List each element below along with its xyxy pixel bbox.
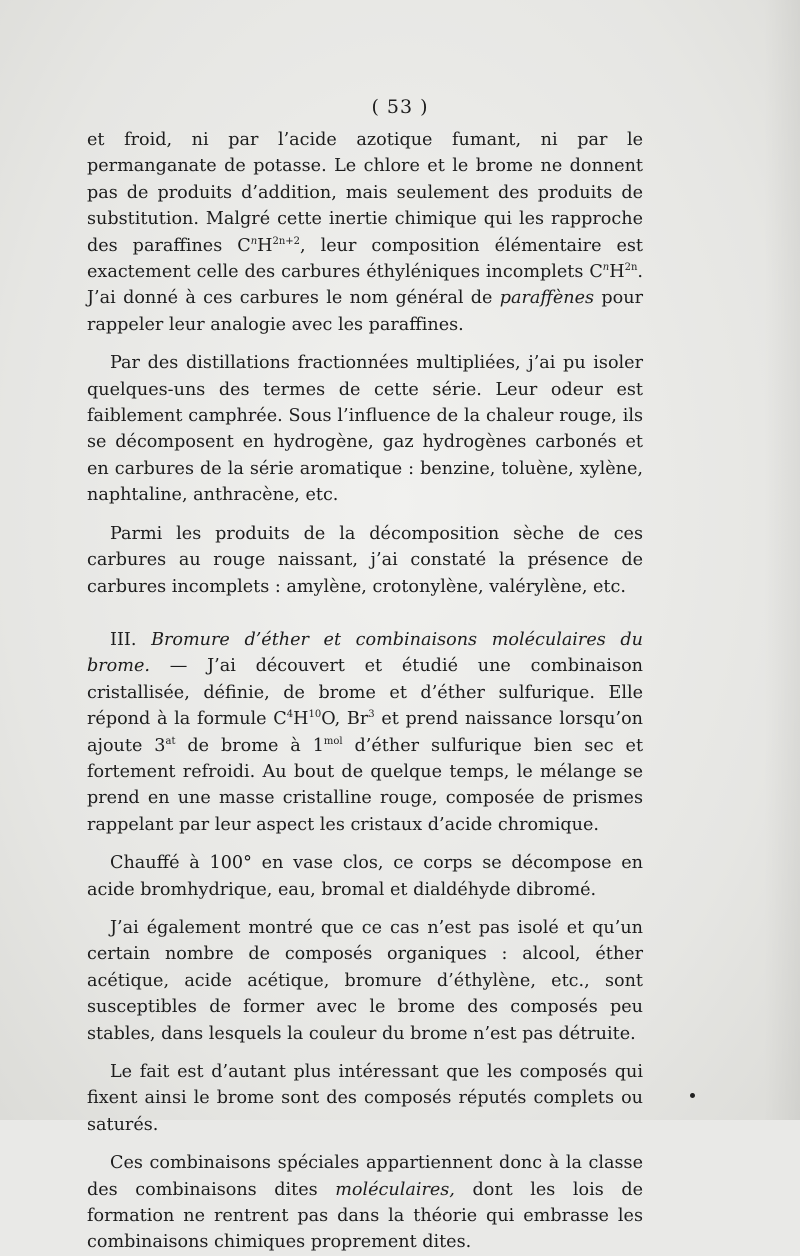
superscript: 4 xyxy=(286,709,294,721)
paragraph xyxy=(87,1150,643,1256)
page-edge-shadow xyxy=(764,0,800,1120)
text-run: , leur composition élémentaire est exactement celle des carbures éthyléniques incomplets C xyxy=(87,235,643,283)
body-text xyxy=(87,127,643,1256)
ink-speck xyxy=(690,1093,695,1098)
text-run: et froid, ni par l’acide azotique fumant, ni par le permanganate de potasse. Le chlore et le brome ne donnent pas de produits d’addition, mais seulement des produits de substitution. Malgré cette inertie chimique qui les rapproche des paraffines C xyxy=(87,130,643,256)
italic-run: paraffènes xyxy=(499,288,595,309)
paragraph xyxy=(87,915,643,1047)
superscript: n xyxy=(250,235,258,247)
superscript: 2n xyxy=(624,262,638,274)
paragraph xyxy=(87,127,643,338)
superscript: 2n+2 xyxy=(272,235,301,247)
text-run: de brome à 1 xyxy=(175,735,324,756)
text-run: Le fait est d’autant plus intéressant que les composés qui fixent ainsi le brome sont des composés réputés complets ou saturés. xyxy=(87,1062,643,1135)
paragraph xyxy=(87,1059,643,1138)
page-number: ( 53 ) xyxy=(371,96,429,118)
paragraph xyxy=(87,350,643,508)
superscript: mol xyxy=(323,735,343,747)
text-run: Ces combinaisons spéciales appartiennent donc à la classe des combinaisons dites xyxy=(87,1153,643,1200)
text-run: pour rappeler leur analogie avec les paraffines. xyxy=(87,288,643,335)
superscript: n xyxy=(602,262,610,274)
superscript: 3 xyxy=(368,709,375,721)
text-run: d’éther sulfurique bien sec et fortement refroidi. Au bout de quelque temps, le mélange se prend en une masse cristalline rouge, composée de prismes rappelant par leur aspect les cristaux d’acide chromique. xyxy=(87,735,644,835)
text-run: H xyxy=(609,262,625,283)
text-run: III. xyxy=(110,629,152,650)
text-run: H xyxy=(293,709,309,730)
superscript: 10 xyxy=(308,709,322,721)
superscript: at xyxy=(165,735,176,747)
text-run: Parmi les produits de la décomposition sèche de ces carbures au rouge naissant, j’ai constaté la présence de carbures incomplets : amylène, crotonylène, valérylène, etc. xyxy=(87,523,643,597)
text-run: O, Br xyxy=(321,709,369,730)
italic-run: Bromure d’éther et combinaisons moléculaires du brome. xyxy=(87,629,643,677)
text-run: J’ai également montré que ce cas n’est pas isolé et qu’un certain nombre de composés organiques : alcool, éther acétique, acide acétique, bromure d’éthylène, etc., sont susceptibles de former avec le brome des composés peu stables, dans lesquels la couleur du brome n’est pas détruite. xyxy=(87,917,643,1044)
paragraph xyxy=(87,521,643,600)
italic-run: moléculaires, xyxy=(335,1179,455,1200)
text-run: en vase clos, ce corps se décompose en acide bromhydrique, eau, bromal et dialdéhyde dibromé. xyxy=(87,853,644,900)
text-run: — J’ai découvert et étudié une combinaison cristallisée, définie, de brome et d’éther sulfurique. Elle répond à la formule C xyxy=(87,656,643,730)
text-run: Par des distillations fractionnées multipliées, j’ai pu isoler quelques-uns des termes de cette série. Leur odeur est faiblement camphrée. Sous l’influence de la chaleur rouge, ils se décomposent en hydrogène, gaz hydrogènes carbonés et en carbures de la série aromatique : benzine, toluène, xylène, naphtaline, anthracène, etc. xyxy=(87,353,643,506)
text-run: et prend naissance lorsqu’on ajoute 3 xyxy=(87,709,644,756)
text-run: H xyxy=(257,235,273,256)
paragraph xyxy=(87,850,643,903)
text-run: dont les lois de formation ne rentrent pas dans la théorie qui embrasse les combinaisons chimiques proprement dites. xyxy=(87,1179,643,1253)
text-run: Chauffé à 100° xyxy=(110,853,252,874)
paragraph xyxy=(87,627,643,838)
text-run: . J’ai donné à ces carbures le nom général de xyxy=(87,262,643,309)
